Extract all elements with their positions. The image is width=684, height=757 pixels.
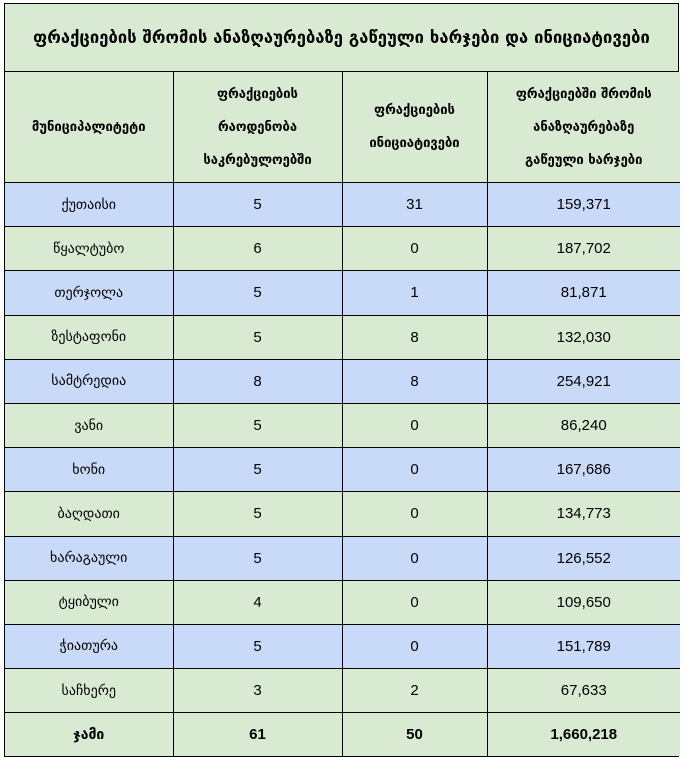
cell-expenses: 254,921 [487, 359, 680, 403]
header-expenses: ფრაქციებში შრომის ანაზღაურებაზე გაწეული ხარჯები [487, 72, 680, 183]
table-row [5, 359, 680, 403]
cell-factions: 5 [173, 492, 342, 536]
table-row [5, 580, 680, 624]
table-row [5, 448, 680, 492]
total-label: ჯამი [5, 713, 173, 757]
cell-initiatives: 2 [342, 669, 487, 713]
table-row [5, 183, 680, 227]
table-row [5, 624, 680, 668]
cell-factions: 5 [173, 271, 342, 315]
cell-expenses: 159,371 [487, 183, 680, 227]
cell-initiatives: 0 [342, 227, 487, 271]
cell-initiatives: 0 [342, 448, 487, 492]
cell-municipality: ბაღდათი [5, 492, 173, 536]
table-row [5, 227, 680, 271]
cell-factions: 5 [173, 536, 342, 580]
cell-expenses: 132,030 [487, 315, 680, 359]
header-initiatives: ფრაქციების ინიციატივები [342, 72, 487, 183]
table-row [5, 315, 680, 359]
table-title: ფრაქციების შრომის ანაზღაურებაზე გაწეული ხარჯები და ინიციატივები [5, 4, 678, 72]
cell-factions: 5 [173, 448, 342, 492]
table-row [5, 403, 680, 447]
cell-municipality: წყალტუბო [5, 227, 173, 271]
cell-municipality: ზესტაფონი [5, 315, 173, 359]
cell-factions: 8 [173, 359, 342, 403]
cell-factions: 4 [173, 580, 342, 624]
cell-expenses: 126,552 [487, 536, 680, 580]
cell-factions: 5 [173, 624, 342, 668]
cell-expenses: 134,773 [487, 492, 680, 536]
cell-initiatives: 0 [342, 492, 487, 536]
cell-expenses: 109,650 [487, 580, 680, 624]
cell-expenses: 81,871 [487, 271, 680, 315]
total-initiatives: 50 [342, 713, 487, 757]
cell-municipality: ხონი [5, 448, 173, 492]
cell-municipality: ქუთაისი [5, 183, 173, 227]
cell-expenses: 167,686 [487, 448, 680, 492]
header-row [5, 72, 680, 183]
cell-expenses: 67,633 [487, 669, 680, 713]
cell-initiatives: 31 [342, 183, 487, 227]
table-row [5, 492, 680, 536]
cell-factions: 5 [173, 183, 342, 227]
cell-initiatives: 8 [342, 315, 487, 359]
cell-expenses: 86,240 [487, 403, 680, 447]
cell-municipality: ვანი [5, 403, 173, 447]
cell-initiatives: 8 [342, 359, 487, 403]
cell-initiatives: 0 [342, 403, 487, 447]
total-expenses: 1,660,218 [487, 713, 680, 757]
cell-factions: 5 [173, 403, 342, 447]
cell-municipality: ხარაგაული [5, 536, 173, 580]
header-municipality: მუნიციპალიტეტი [5, 72, 173, 183]
cell-factions: 3 [173, 669, 342, 713]
table-row [5, 536, 680, 580]
cell-municipality: საჩხერე [5, 669, 173, 713]
cell-initiatives: 1 [342, 271, 487, 315]
cell-expenses: 151,789 [487, 624, 680, 668]
cell-municipality: ტყიბული [5, 580, 173, 624]
cell-factions: 5 [173, 315, 342, 359]
cell-initiatives: 0 [342, 624, 487, 668]
total-factions: 61 [173, 713, 342, 757]
table-row [5, 669, 680, 713]
cell-initiatives: 0 [342, 536, 487, 580]
table-row [5, 271, 680, 315]
header-factions-count: ფრაქციების რაოდენობა საკრებულოებში [173, 72, 342, 183]
expenses-table [5, 72, 680, 756]
cell-municipality: თერჯოლა [5, 271, 173, 315]
expenses-table-container [4, 3, 679, 757]
cell-initiatives: 0 [342, 580, 487, 624]
cell-municipality: ჭიათურა [5, 624, 173, 668]
cell-factions: 6 [173, 227, 342, 271]
cell-municipality: სამტრედია [5, 359, 173, 403]
cell-expenses: 187,702 [487, 227, 680, 271]
